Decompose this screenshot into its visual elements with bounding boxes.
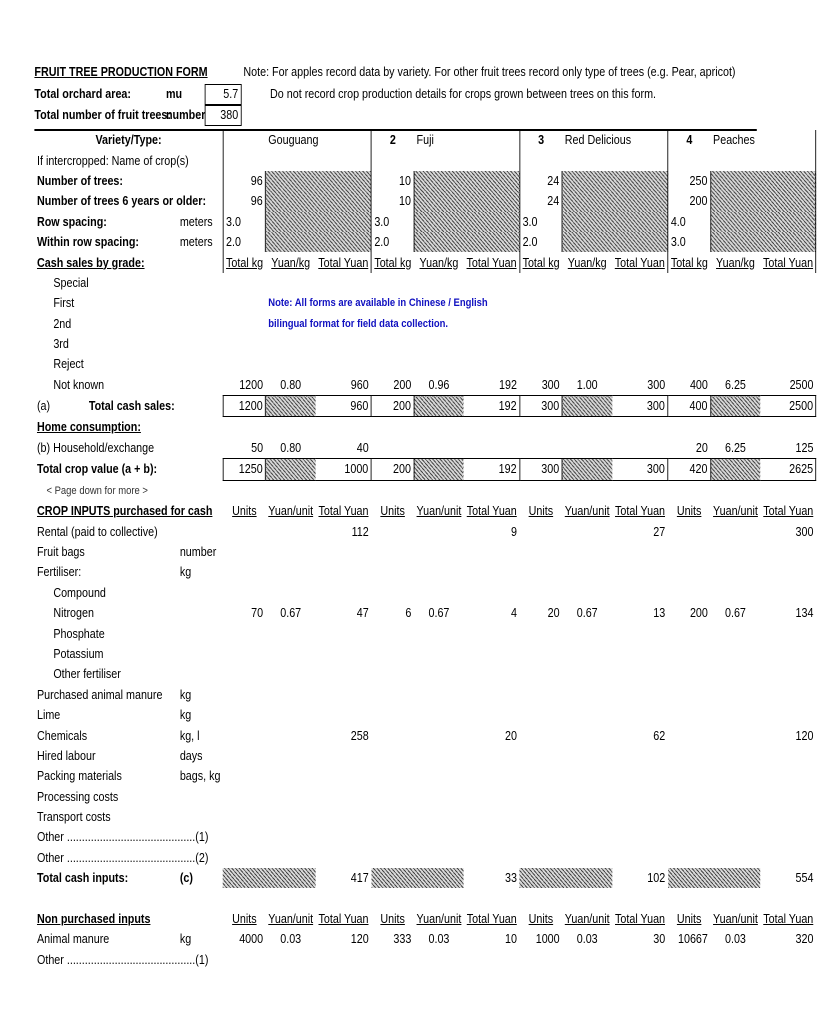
total-cash-inputs-c: (c) [179,871,193,886]
spacer-row [34,888,816,908]
col-yuan-unit: Yuan/unit [564,912,610,927]
col-total-kg: Total kg [668,252,711,272]
compound-label: Compound [53,585,106,600]
tcv-v2-kg[interactable]: 200 [371,459,414,480]
nk-v4-yuan[interactable]: 2500 [789,377,814,392]
num-trees-6-v2[interactable]: 10 [371,191,414,211]
tcs-v1-kg[interactable]: 1200 [223,396,266,417]
variety-4-name: Peaches [710,130,816,150]
grade-row [34,375,816,396]
nk-v2-price[interactable]: 0.96 [428,377,450,392]
col-yuan-unit: Yuan/unit [564,504,610,519]
transport-label: Transport costs [36,810,111,825]
tcv-v3-yuan[interactable]: 300 [612,459,668,480]
tci-v3[interactable]: 102 [647,871,666,886]
fertiliser-label: Fertiliser: [36,565,82,580]
grade-first: First [53,296,75,311]
total-cash-sales-a: (a) Total cash sales: [36,399,175,414]
row-spacing-v1[interactable]: 3.0 [223,212,266,232]
num-trees-v4[interactable]: 250 [668,171,711,191]
animal-manure-row [34,929,816,949]
tcv-v4-kg[interactable]: 420 [668,459,711,480]
col-total-yuan: Total Yuan [466,255,517,270]
grade-3rd: 3rd [53,337,69,352]
hh-v4-kg[interactable]: 20 [695,441,708,456]
col-total-kg: Total kg [520,252,563,272]
within-row-v2[interactable]: 2.0 [371,232,414,252]
total-crop-value-row [34,459,816,480]
am-v1-units[interactable]: 4000 [239,932,264,947]
col-total-yuan: Total Yuan [763,504,814,519]
am-v3-price[interactable]: 0.03 [576,932,598,947]
phosphate-row [34,623,816,643]
within-row-unit: meters [179,235,213,250]
transport-row [34,807,816,827]
n-v3-units[interactable]: 20 [547,606,560,621]
variety-2-name: Fuji [416,133,434,148]
hh-v4-yuan[interactable]: 125 [795,441,814,456]
col-units: Units [528,504,554,519]
lime-label: Lime [36,708,61,723]
col-total-yuan: Total Yuan [615,504,666,519]
num-trees-row [34,171,816,191]
non-purchased-header-row [34,909,816,929]
grade-2nd: 2nd [53,316,72,331]
n-v1-price[interactable]: 0.67 [280,606,302,621]
col-yuan-unit: Yuan/unit [713,504,758,519]
packing-unit: bags, kg [179,769,221,784]
num-trees-6-label: Number of trees 6 years or older: [36,194,207,209]
rental-label: Rental (paid to collective) [36,524,158,539]
fruit-trees-label: Total number of fruit trees: [34,108,171,122]
variety-4-num: 4 [668,130,711,150]
lime-unit: kg [179,708,192,723]
col-yuan-unit: Yuan/unit [416,504,462,519]
n-v2-units[interactable]: 6 [405,606,412,621]
tcv-v1-yuan[interactable]: 1000 [316,459,372,480]
orchard-area-label: Total orchard area: [34,87,131,101]
other-1-label: Other ...........................................(1) [36,830,209,845]
fertiliser-row [34,562,816,582]
within-row-v3[interactable]: 2.0 [520,232,563,252]
row-spacing-label: Row spacing: [36,214,107,229]
fruit-bags-row [34,542,816,562]
processing-label: Processing costs [36,789,119,804]
num-trees-v1[interactable]: 96 [223,171,266,191]
tcv-v3-kg[interactable]: 300 [520,459,563,480]
col-total-kg: Total kg [371,252,414,272]
cash-sales-header-row [34,252,816,272]
fruit-trees-input[interactable]: 380 [205,105,242,126]
page-down-row [34,480,816,501]
variety-3-num: 3 [520,130,563,150]
home-consumption-row [34,417,816,438]
col-total-yuan: Total Yuan [318,912,369,927]
am-v2-yuan[interactable]: 10 [505,932,517,947]
lime-row [34,705,816,725]
form-title: FRUIT TREE PRODUCTION FORM [34,65,208,79]
tcs-v3-yuan[interactable]: 300 [612,396,668,417]
packing-label: Packing materials [36,769,122,784]
crop-inputs-label: CROP INPUTS purchased for cash [36,504,213,519]
household-row [34,438,816,459]
processing-row [34,787,816,807]
col-yuan-unit: Yuan/unit [268,912,314,927]
chem-v2[interactable]: 20 [505,728,517,743]
tcv-v4-yuan[interactable]: 2625 [760,459,816,480]
phosphate-label: Phosphate [53,626,105,641]
hh-v1-kg[interactable]: 50 [251,441,264,456]
nitrogen-label: Nitrogen [53,606,94,621]
col-yuan-kg: Yuan/kg [419,255,459,270]
col-total-yuan: Total Yuan [614,255,665,270]
nk-v4-kg[interactable]: 400 [689,377,708,392]
tci-v2[interactable]: 33 [505,871,517,886]
potassium-label: Potassium [53,646,104,661]
other-1-row [34,827,816,847]
n-v3-price[interactable]: 0.67 [576,606,598,621]
chem-v3[interactable]: 62 [653,728,666,743]
rental-v4[interactable]: 300 [795,524,814,539]
hh-v1-yuan[interactable]: 40 [356,441,369,456]
fruit-bags-label: Fruit bags [36,545,85,559]
within-row-label: Within row spacing: [36,235,140,250]
row-spacing-v3[interactable]: 3.0 [520,212,563,232]
row-spacing-unit: meters [179,214,213,229]
am-v3-yuan[interactable]: 30 [653,932,666,947]
total-crop-value-label: Total crop value (a + b): [36,462,158,477]
nk-v3-yuan[interactable]: 300 [647,377,666,392]
am-v1-price[interactable]: 0.03 [280,932,302,947]
hh-v4-price[interactable]: 6.25 [724,441,746,456]
non-purchased-label: Non purchased inputs [36,912,151,927]
col-total-yuan: Total Yuan [466,912,517,927]
chem-v1[interactable]: 258 [350,728,369,743]
num-trees-6-v4[interactable]: 200 [668,191,711,211]
n-v1-units[interactable]: 70 [251,606,264,621]
num-trees-6-v3[interactable]: 24 [520,191,563,211]
am-v1-yuan[interactable]: 120 [350,932,369,947]
nk-v3-price[interactable]: 1.00 [576,377,598,392]
fertiliser-unit: kg [179,565,192,580]
col-total-yuan: Total Yuan [466,504,517,519]
household-label: (b) Household/exchange [36,441,155,456]
labour-label: Hired labour [36,748,96,763]
nk-v1-kg[interactable]: 1200 [239,377,264,392]
bilingual-note-2: bilingual format for field data collection. [268,317,449,330]
intercropped-row [34,150,816,170]
col-yuan-kg: Yuan/kg [567,255,607,270]
note-line-1: Note: For apples record data by variety. For other fruit trees record only type of trees (e.g. Pear, apricot) [243,65,736,79]
chemicals-label: Chemicals [36,728,88,743]
total-cash-sales-label: Total cash sales: [88,399,175,414]
row-spacing-v4[interactable]: 4.0 [668,212,711,232]
total-cash-inputs-row [34,868,816,888]
col-units: Units [232,504,257,519]
tcv-v1-kg[interactable]: 1250 [223,459,266,480]
cash-sales-label: Cash sales by grade: [36,255,145,270]
grade-row [34,354,816,374]
orchard-area-input[interactable]: 5.7 [205,84,242,105]
row-spacing-v2[interactable]: 3.0 [371,212,414,232]
rental-v3[interactable]: 27 [653,524,666,539]
tci-v4[interactable]: 554 [795,871,814,886]
variety-label: Variety/Type: [95,133,162,148]
hh-v1-price[interactable]: 0.80 [280,441,302,456]
num-trees-v3[interactable]: 24 [520,171,563,191]
grade-reject: Reject [53,357,84,372]
within-row-v4[interactable]: 3.0 [668,232,711,252]
tcs-v3-kg[interactable]: 300 [520,396,563,417]
other-2-row [34,848,816,868]
row-spacing-row [34,212,816,232]
col-units: Units [380,912,405,927]
n-v1-yuan[interactable]: 47 [356,606,369,621]
tcv-v2-yuan[interactable]: 192 [464,459,520,480]
col-yuan-kg: Yuan/kg [716,255,755,270]
note-line-2: Do not record crop production details for crops grown between trees on this form. [270,87,657,101]
nk-v1-price[interactable]: 0.80 [280,377,302,392]
num-trees-label: Number of trees: [36,173,124,188]
grade-row [34,293,816,313]
n-v4-price[interactable]: 0.67 [724,606,746,621]
tcs-v2-kg[interactable]: 200 [371,396,414,417]
nk-v2-kg[interactable]: 200 [393,377,412,392]
fruit-bags-unit: number [179,545,217,559]
np-other-1-label: Other ...........................................(1) [36,952,209,967]
grade-not-known: Not known [53,378,105,393]
col-total-yuan: Total Yuan [318,255,369,270]
col-units: Units [232,912,257,927]
tcs-v4-yuan[interactable]: 2500 [760,396,816,417]
n-v2-yuan[interactable]: 4 [511,606,517,621]
potassium-row [34,644,816,664]
grade-special: Special [53,275,89,290]
grade-row [34,334,816,354]
variety-1-name: Gouguang [268,133,319,148]
compound-row [34,583,816,603]
col-units: Units [380,504,405,519]
manure-label: Purchased animal manure [36,687,163,702]
n-v4-units[interactable]: 200 [689,606,708,621]
num-trees-6-row [34,191,816,211]
other-fertiliser-label: Other fertiliser [53,667,121,682]
am-v2-units[interactable]: 333 [393,932,412,947]
col-yuan-unit: Yuan/unit [713,912,758,927]
col-yuan-unit: Yuan/unit [416,912,462,927]
col-yuan-unit: Yuan/unit [268,504,314,519]
animal-manure-label: Animal manure [36,932,110,947]
chemicals-row [34,725,816,745]
num-trees-v2[interactable]: 10 [371,171,414,191]
variety-2-num: 2 [371,130,414,150]
col-units: Units [528,912,554,927]
other-2-label: Other ...........................................(2) [36,850,209,865]
other-fertiliser-row [34,664,816,684]
packing-row [34,766,816,786]
variety-3-name: Red Delicious [564,133,632,148]
rental-v1[interactable]: 112 [351,524,369,539]
animal-manure-unit: kg [179,932,192,947]
am-v4-price[interactable]: 0.03 [724,932,746,947]
rental-row [34,521,816,541]
am-v3-units[interactable]: 1000 [535,932,560,947]
fruit-trees-unit: number [165,108,206,122]
within-row-row [34,232,816,252]
production-table [34,130,816,970]
labour-unit: days [179,748,203,763]
home-consumption-label: Home consumption: [36,420,141,435]
variety-row [34,130,816,150]
am-v4-yuan[interactable]: 320 [795,932,814,947]
tcs-v4-kg[interactable]: 400 [668,396,711,417]
within-row-v1[interactable]: 2.0 [223,232,266,252]
col-total-yuan: Total Yuan [318,504,369,519]
col-total-yuan: Total Yuan [615,912,666,927]
crop-inputs-header-row [34,501,816,521]
manure-row [34,685,816,705]
page-down-hint: < Page down for more > [46,484,148,497]
grade-row [34,273,816,293]
n-v4-yuan[interactable]: 134 [795,606,814,621]
col-units: Units [676,504,702,519]
bilingual-note-1: Note: All forms are available in Chinese / English [268,297,488,310]
nk-v3-kg[interactable]: 300 [541,377,560,392]
tcs-v2-yuan[interactable]: 192 [464,396,520,417]
manure-unit: kg [179,687,192,702]
col-total-yuan: Total Yuan [760,252,816,272]
nk-v2-yuan[interactable]: 192 [499,377,517,392]
am-v4-units[interactable]: 10667 [677,932,708,947]
nitrogen-row [34,603,816,623]
chemicals-unit: kg, l [179,728,200,743]
tcs-v1-yuan[interactable]: 960 [316,396,372,417]
total-cash-inputs-label: Total cash inputs: [36,871,129,886]
col-total-yuan: Total Yuan [763,912,814,927]
rental-v2[interactable]: 9 [511,524,517,539]
n-v2-price[interactable]: 0.67 [428,606,450,621]
intercropped-label: If intercropped: Name of crop(s) [36,153,189,168]
orchard-area-unit: mu [165,87,183,101]
grade-row [34,314,816,334]
col-units: Units [676,912,702,927]
total-cash-sales-row [34,396,816,417]
am-v2-price[interactable]: 0.03 [428,932,450,947]
tci-v1[interactable]: 417 [350,871,369,886]
num-trees-6-v1[interactable]: 96 [223,191,266,211]
n-v3-yuan[interactable]: 13 [653,606,666,621]
np-other-1-row [34,950,816,970]
col-yuan-kg: Yuan/kg [271,255,311,270]
labour-row [34,746,816,766]
nk-v4-price[interactable]: 6.25 [724,377,746,392]
nk-v1-yuan[interactable]: 960 [350,377,369,392]
chem-v4[interactable]: 120 [795,728,814,743]
col-total-kg: Total kg [223,252,266,272]
